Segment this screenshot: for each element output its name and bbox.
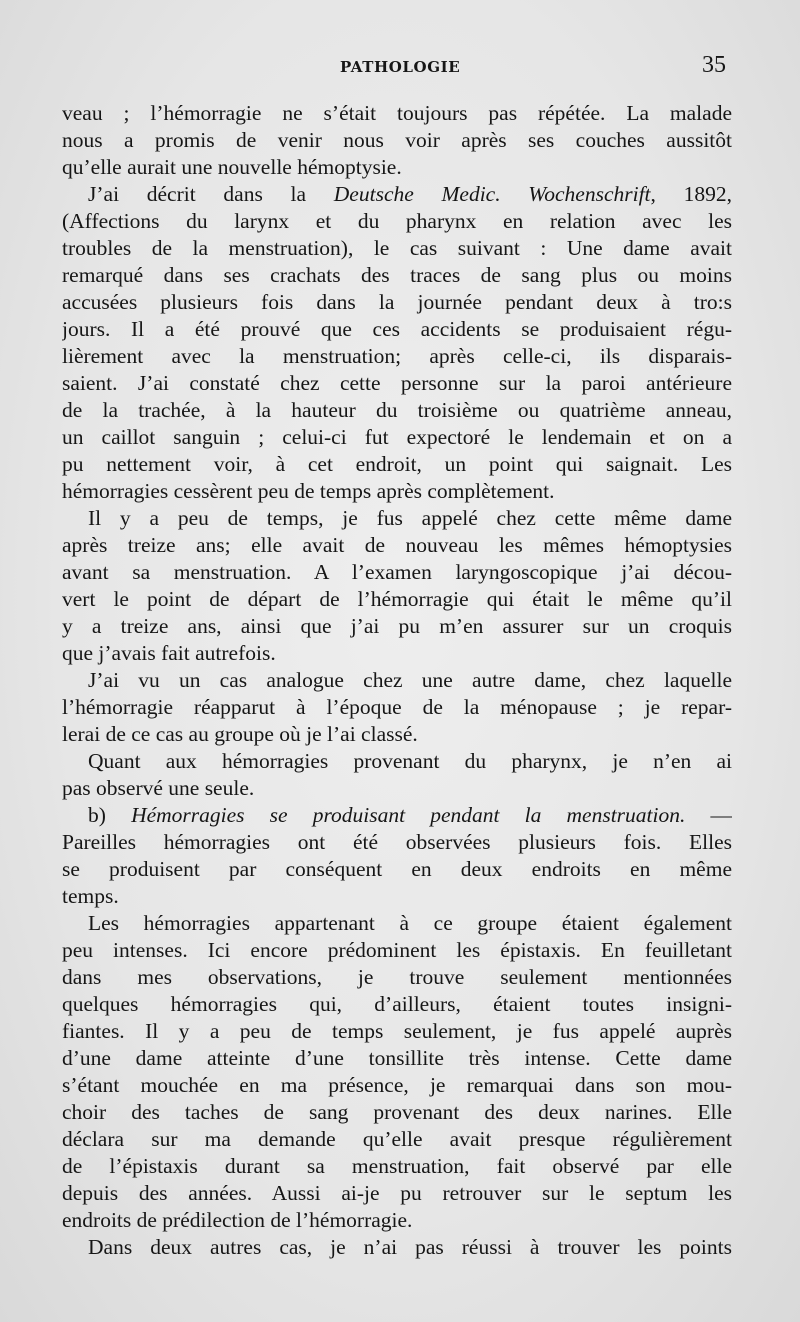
text-line: Pareilles hémorragies ont été observées plusieurs fois. Elles bbox=[62, 830, 732, 854]
text-line: l’hémorragie réapparut à l’époque de la ménopause ; je repar- bbox=[62, 695, 732, 719]
text-line: J’ai vu un cas analogue chez une autre dame, chez laquelle bbox=[88, 668, 732, 692]
text-line: temps. bbox=[62, 884, 119, 908]
text-line: quelques hémorragies qui, d’ailleurs, étaient toutes insigni- bbox=[62, 992, 732, 1016]
text-line: J’ai décrit dans la Deutsche Medic. Wochenschrift, 1892, bbox=[88, 182, 732, 206]
text-line: que j’avais fait autrefois. bbox=[62, 641, 276, 665]
text-line: choir des taches de sang provenant des deux narines. Elle bbox=[62, 1100, 732, 1124]
text-line: vert le point de départ de l’hémorragie qui était le même qu’il bbox=[62, 587, 732, 611]
text-line: s’étant mouchée en ma présence, je remarquai dans son mou- bbox=[62, 1073, 732, 1097]
text-line: lerai de ce cas au groupe où je l’ai classé. bbox=[62, 722, 418, 746]
body-text bbox=[62, 100, 732, 1261]
text-line: Les hémorragies appartenant à ce groupe étaient également bbox=[88, 911, 732, 935]
text-line: se produisent par conséquent en deux endroits en même bbox=[62, 857, 732, 881]
text-line: jours. Il a été prouvé que ces accidents se produisaient régu- bbox=[62, 317, 732, 341]
text-line: déclara sur ma demande qu’elle avait presque régulièrement bbox=[62, 1127, 732, 1151]
text-line: après treize ans; elle avait de nouveau les mêmes hémoptysies bbox=[62, 533, 732, 557]
text-line: d’une dame atteinte d’une tonsillite très intense. Cette dame bbox=[62, 1046, 732, 1070]
text-line: nous a promis de venir nous voir après ses couches aussitôt bbox=[62, 128, 732, 152]
text-line: Il y a peu de temps, je fus appelé chez cette même dame bbox=[88, 506, 732, 530]
text-line: de la trachée, à la hauteur du troisième ou quatrième anneau, bbox=[62, 398, 732, 422]
text-line: hémorragies cessèrent peu de temps après complètement. bbox=[62, 479, 555, 503]
section-heading-line: b) Hémorragies se produisant pendant la menstruation. — bbox=[88, 803, 732, 827]
page-header bbox=[60, 52, 730, 80]
text-line: pu nettement voir, à cet endroit, un point qui saignait. Les bbox=[62, 452, 732, 476]
text-line: (Affections du larynx et du pharynx en relation avec les bbox=[62, 209, 732, 233]
text-line: peu intenses. Ici encore prédominent les épistaxis. En feuilletant bbox=[62, 938, 732, 962]
text-line: avant sa menstruation. A l’examen laryngoscopique j’ai décou- bbox=[62, 560, 732, 584]
running-head: PATHOLOGIE bbox=[340, 58, 461, 76]
text-line: de l’épistaxis durant sa menstruation, fait observé par elle bbox=[62, 1154, 732, 1178]
text-line: fiantes. Il y a peu de temps seulement, je fus appelé auprès bbox=[62, 1019, 732, 1043]
text-line: pas observé une seule. bbox=[62, 776, 255, 800]
text-line: Quant aux hémorragies provenant du pharynx, je n’en ai bbox=[88, 749, 732, 773]
page-number: 35 bbox=[702, 52, 726, 78]
text-line: depuis des années. Aussi ai-je pu retrouver sur le septum les bbox=[62, 1181, 732, 1205]
text-line: Dans deux autres cas, je n’ai pas réussi à trouver les points bbox=[88, 1235, 732, 1259]
text-line: accusées plusieurs fois dans la journée pendant deux à tro:s bbox=[62, 290, 732, 314]
text-line: troubles de la menstruation), le cas suivant : Une dame avait bbox=[62, 236, 732, 260]
text-line: veau ; l’hémorragie ne s’était toujours pas répétée. La malade bbox=[62, 101, 732, 125]
text-line: y a treize ans, ainsi que j’ai pu m’en assurer sur un croquis bbox=[62, 614, 732, 638]
text-line: endroits de prédilection de l’hémorragie. bbox=[62, 1208, 413, 1232]
text-line: remarqué dans ses crachats des traces de sang plus ou moins bbox=[62, 263, 732, 287]
text-line: dans mes observations, je trouve seulement mentionnées bbox=[62, 965, 732, 989]
text-line: lièrement avec la menstruation; après celle-ci, ils disparais- bbox=[62, 344, 732, 368]
text-line: un caillot sanguin ; celui-ci fut expectoré le lendemain et on a bbox=[62, 425, 732, 449]
text-line: qu’elle aurait une nouvelle hémoptysie. bbox=[62, 155, 402, 179]
text-line: saient. J’ai constaté chez cette personne sur la paroi antérieure bbox=[62, 371, 732, 395]
